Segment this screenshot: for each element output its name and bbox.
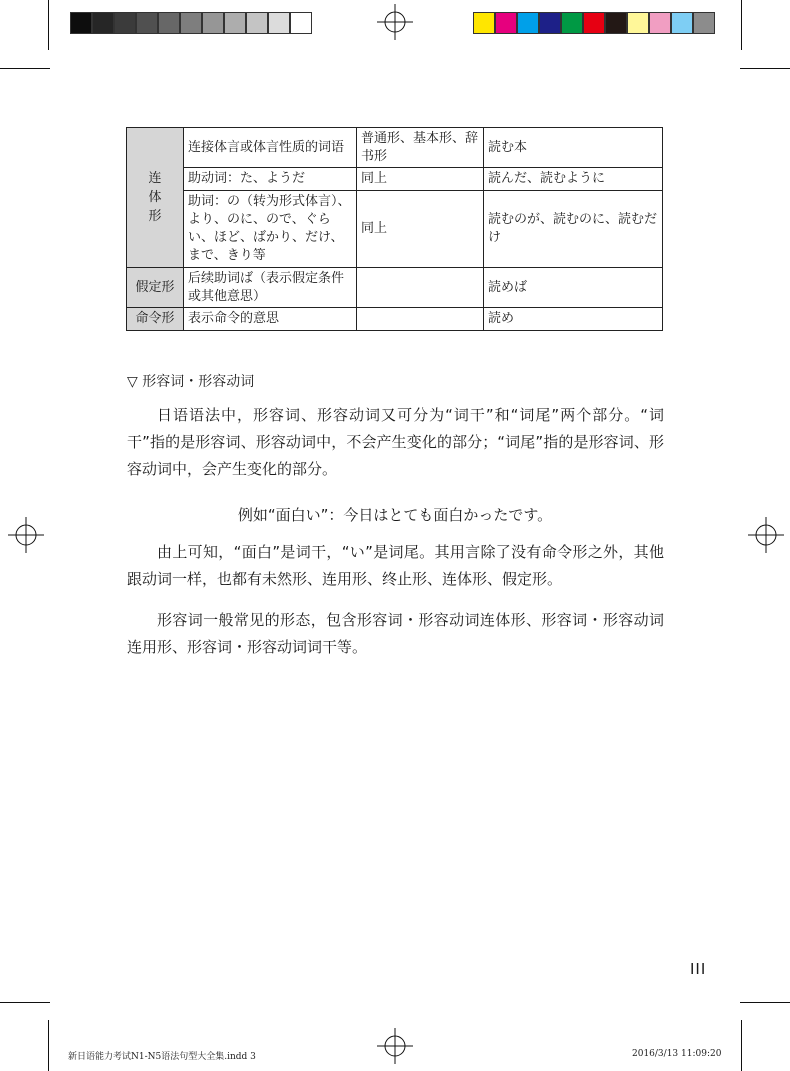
color-calibration-bar [473,12,715,36]
table-cell: 読む本 [484,128,663,168]
crop-mark [48,1020,49,1071]
paragraph: 日语语法中，形容词、形容动词又可分为“词干”和“词尾”两个部分。“词干”指的是形容词、形容动词中，不会产生变化的部分；“词尾”指的是形容词、形容动词中，会产生变化的部分。 [127,406,664,478]
color-swatch [627,12,649,34]
row-header-label: 连体形 [148,171,162,224]
table-row [127,128,663,168]
table-cell: 読め [484,308,663,331]
crop-mark [741,0,742,50]
color-swatch [495,12,517,34]
color-swatch [92,12,114,34]
color-swatch [561,12,583,34]
table-cell [357,268,484,308]
table-cell: 后续助词ば（表示假定条件或其他意思） [184,268,357,308]
example-sentence: 例如“面白い”：今日はとても面白かったです。 [237,506,553,524]
color-swatch [246,12,268,34]
table-cell: 読めば [484,268,663,308]
color-swatch [70,12,92,34]
color-swatch [136,12,158,34]
color-swatch [268,12,290,34]
color-swatch [671,12,693,34]
crop-mark [0,1002,50,1003]
color-swatch [517,12,539,34]
conjugation-table [126,127,663,331]
color-swatch [180,12,202,34]
row-header-rentaikei [127,128,184,268]
crop-mark [740,1002,790,1003]
color-swatch [158,12,180,34]
color-swatch [290,12,312,34]
footer-filename: 新日语能力考试N1-N5语法句型大全集.indd 3 [68,1052,256,1062]
table-cell [357,308,484,331]
table-row [127,191,663,268]
row-header-meireikei: 命令形 [127,308,184,331]
color-swatch [114,12,136,34]
table-row [127,268,663,308]
color-swatch [202,12,224,34]
crop-mark [741,1020,742,1071]
table-cell: 助动词：た、ようだ [184,168,357,191]
table-row [127,308,663,331]
table-cell: 连接体言或体言性质的词语 [184,128,357,168]
table-cell: 表示命令的意思 [184,308,357,331]
color-swatch [539,12,561,34]
registration-mark-icon [377,1028,413,1064]
page-number: III [690,960,707,978]
color-swatch [473,12,495,34]
table-cell: 普通形、基本形、辞书形 [357,128,484,168]
color-swatch [583,12,605,34]
crop-mark [0,68,50,69]
color-swatch [224,12,246,34]
registration-mark-icon [377,4,413,40]
grayscale-calibration-bar [70,12,312,36]
color-swatch [649,12,671,34]
paragraph: 形容词一般常见的形态，包含形容词・形容动词连体形、形容词・形容动词连用形、形容词・形容动词词干等。 [127,611,664,656]
table-row [127,168,663,191]
crop-mark [740,68,790,69]
section-title: ▽ 形容词・形容动词 [127,374,255,390]
color-swatch [605,12,627,34]
footer-timestamp: 2016/3/13 11:09:20 [632,1049,722,1059]
paragraph: 由上可知，“面白”是词干，“い”是词尾。其用言除了没有命令形之外，其他跟动词一样，也都有未然形、连用形、终止形、连体形、假定形。 [127,543,664,588]
crop-mark [48,0,49,50]
table-cell: 助词：の（转为形式体言）、より、のに、ので、ぐらい、ほど、ばかり、だけ、まで、きり等 [184,191,357,268]
table-cell: 読むのが、読むのに、読むだけ [484,191,663,268]
row-header-kateikei: 假定形 [127,268,184,308]
table-cell: 同上 [357,191,484,268]
table-cell: 同上 [357,168,484,191]
table-cell: 読んだ、読むように [484,168,663,191]
color-swatch [693,12,715,34]
